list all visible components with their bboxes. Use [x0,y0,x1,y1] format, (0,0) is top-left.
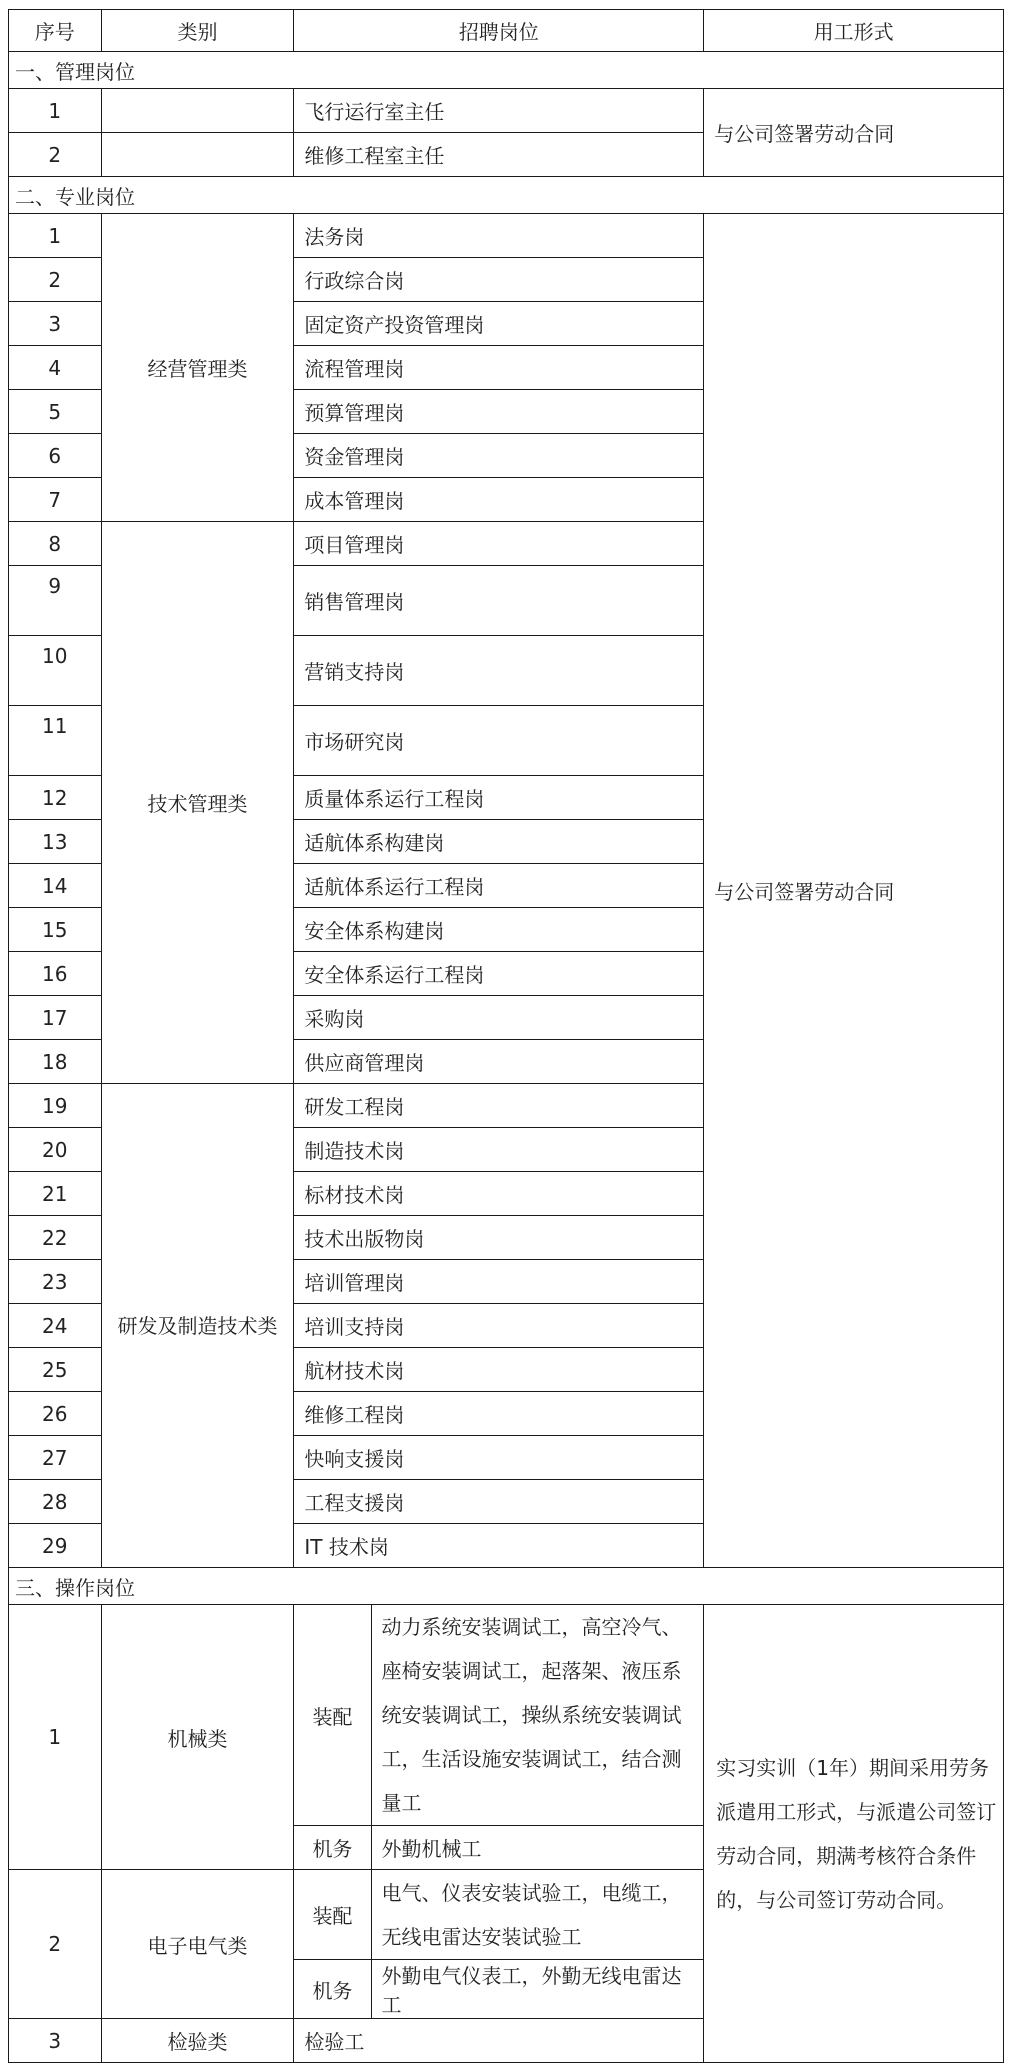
row-post: 销售管理岗 [294,566,704,636]
row-no: 28 [9,1480,102,1524]
row-category: 研发及制造技术类 [101,1084,294,1568]
row-no: 3 [9,2019,102,2063]
table-row [9,89,1004,133]
row-post: 航材技术岗 [294,1348,704,1392]
table-row [9,1605,1004,1826]
row-category: 经营管理类 [101,214,294,522]
header-employment: 用工形式 [704,10,1004,52]
header-category: 类别 [101,10,294,52]
section-title: 二、专业岗位 [9,177,1004,214]
row-no: 22 [9,1216,102,1260]
row-post: IT 技术岗 [294,1524,704,1568]
row-post: 电气、仪表安装试验工，电缆工，无线电雷达安装试验工 [371,1870,704,1960]
row-post: 外勤机械工 [371,1826,704,1870]
row-no: 12 [9,776,102,820]
table-header-row [9,10,1004,52]
row-post: 外勤电气仪表工，外勤无线电雷达工 [371,1960,704,2019]
header-post: 招聘岗位 [294,10,704,52]
row-no: 10 [9,636,102,706]
row-post: 行政综合岗 [294,258,704,302]
row-post: 安全体系构建岗 [294,908,704,952]
row-post: 市场研究岗 [294,706,704,776]
section-title: 一、管理岗位 [9,52,1004,89]
row-post: 资金管理岗 [294,434,704,478]
row-post: 营销支持岗 [294,636,704,706]
row-no: 29 [9,1524,102,1568]
row-no: 17 [9,996,102,1040]
row-post: 维修工程室主任 [294,133,704,177]
row-post: 标材技术岗 [294,1172,704,1216]
row-category: 技术管理类 [101,522,294,1084]
row-no: 8 [9,522,102,566]
row-post: 快响支援岗 [294,1436,704,1480]
row-no: 27 [9,1436,102,1480]
row-employment: 与公司签署劳动合同 [704,214,1004,1568]
row-employment: 与公司签署劳动合同 [704,89,1004,177]
header-no: 序号 [9,10,102,52]
row-employment: 实习实训（1年）期间采用劳务派遣用工形式，与派遣公司签订劳动合同，期满考核符合条件的，与公司签订劳动合同。 [704,1605,1004,2063]
row-category [101,89,294,133]
row-no: 14 [9,864,102,908]
section-row [9,177,1004,214]
row-category: 机械类 [101,1605,294,1870]
row-post: 适航体系运行工程岗 [294,864,704,908]
section-title: 三、操作岗位 [9,1568,1004,1605]
row-post: 培训支持岗 [294,1304,704,1348]
row-post: 预算管理岗 [294,390,704,434]
row-post: 技术出版物岗 [294,1216,704,1260]
row-no: 2 [9,258,102,302]
row-no: 11 [9,706,102,776]
row-post: 法务岗 [294,214,704,258]
row-no: 1 [9,1605,102,1870]
row-no: 9 [9,566,102,636]
row-no: 4 [9,346,102,390]
section-row [9,52,1004,89]
row-post: 飞行运行室主任 [294,89,704,133]
row-subtype: 装配 [294,1605,371,1826]
row-no: 3 [9,302,102,346]
row-subtype: 机务 [294,1960,371,2019]
row-category: 检验类 [101,2019,294,2063]
row-no: 2 [9,133,102,177]
row-post: 动力系统安装调试工，高空冷气、座椅安装调试工，起落架、液压系统安装调试工，操纵系统安装调试工，生活设施安装调试工，结合测量工 [371,1605,704,1826]
row-post: 研发工程岗 [294,1084,704,1128]
row-no: 15 [9,908,102,952]
row-no: 25 [9,1348,102,1392]
recruitment-table [8,9,1004,2063]
row-post: 项目管理岗 [294,522,704,566]
row-subtype: 装配 [294,1870,371,1960]
row-category [101,133,294,177]
row-no: 23 [9,1260,102,1304]
row-category: 电子电气类 [101,1870,294,2019]
row-no: 26 [9,1392,102,1436]
row-no: 19 [9,1084,102,1128]
table-row [9,214,1004,258]
row-post: 质量体系运行工程岗 [294,776,704,820]
row-no: 1 [9,214,102,258]
row-no: 13 [9,820,102,864]
row-no: 5 [9,390,102,434]
row-no: 6 [9,434,102,478]
row-post: 安全体系运行工程岗 [294,952,704,996]
row-post: 固定资产投资管理岗 [294,302,704,346]
section-row [9,1568,1004,1605]
row-post: 检验工 [294,2019,704,2063]
row-post: 制造技术岗 [294,1128,704,1172]
row-no: 2 [9,1870,102,2019]
row-post: 供应商管理岗 [294,1040,704,1084]
row-no: 16 [9,952,102,996]
row-post: 采购岗 [294,996,704,1040]
row-no: 1 [9,89,102,133]
row-post: 适航体系构建岗 [294,820,704,864]
row-subtype: 机务 [294,1826,371,1870]
row-no: 20 [9,1128,102,1172]
row-no: 7 [9,478,102,522]
row-no: 24 [9,1304,102,1348]
row-post: 维修工程岗 [294,1392,704,1436]
row-no: 18 [9,1040,102,1084]
row-post: 培训管理岗 [294,1260,704,1304]
row-post: 流程管理岗 [294,346,704,390]
row-post: 成本管理岗 [294,478,704,522]
row-post: 工程支援岗 [294,1480,704,1524]
row-no: 21 [9,1172,102,1216]
